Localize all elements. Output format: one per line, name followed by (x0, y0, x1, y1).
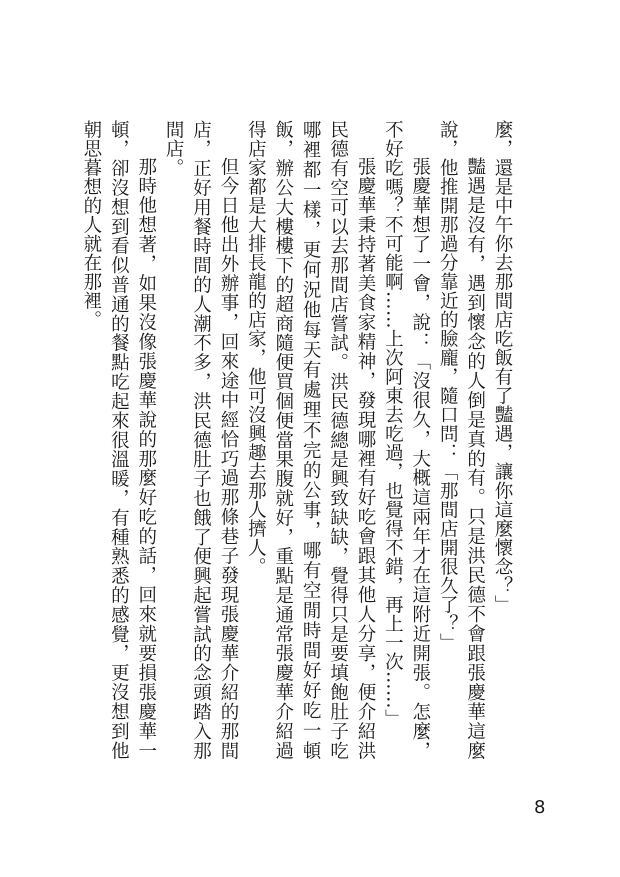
body-text (80, 120, 516, 760)
paragraph: 張慶華想了一會，說：「沒很久，大概這兩年才在這附近開張。怎麼，不好吃嗎？不可能啊……上次阿東去吃過，也覺得不錯，再上一次……」 (382, 120, 431, 760)
paragraph: 那時他想著，如果沒像張慶華說的那麼好吃的話，回來就要損張慶華一頓，卻沒想到看似普通的餐點吃起來很溫暖，有種熟悉的感覺，更沒想到他朝思暮想的人就在那裡。 (80, 120, 157, 760)
paragraph: 但今日他出外辦事，回來途中經恰巧過那條巷子發現張慶華介紹的那間店，正好用餐時間的人潮不多，洪民德肚子也餓了便興起嘗試的念頭踏入那間店。 (163, 120, 239, 760)
paragraph: 麼，還是中午你去那間店吃飯有了豔遇，讓你這麼懷念？」 (492, 120, 513, 614)
paragraph: 豔遇是沒有，遇到懷念的人倒是真的有。只是洪民德不會跟張慶華這麼說，他推開那過分靠近的臉龐，隨口問：「那間店開很久了？」 (437, 120, 486, 760)
page-number: 8 (534, 797, 546, 818)
paragraph: 張慶華秉持著美食家精神，發現哪裡有好吃會跟其他人分享，便介紹洪民德有空可以去那間店嘗試。洪民德總是興致缺缺，覺得只是要填飽肚子吃哪裡都一樣，更何況他每天有處理不完的公事，哪有空閒時間好好吃一頓飯，辦公大樓樓下的超商隨便買個便當果腹就好，重點是通常張慶華介紹過得店家都是大排長龍的店家，他可沒興趣去那人擠人。 (245, 120, 376, 760)
